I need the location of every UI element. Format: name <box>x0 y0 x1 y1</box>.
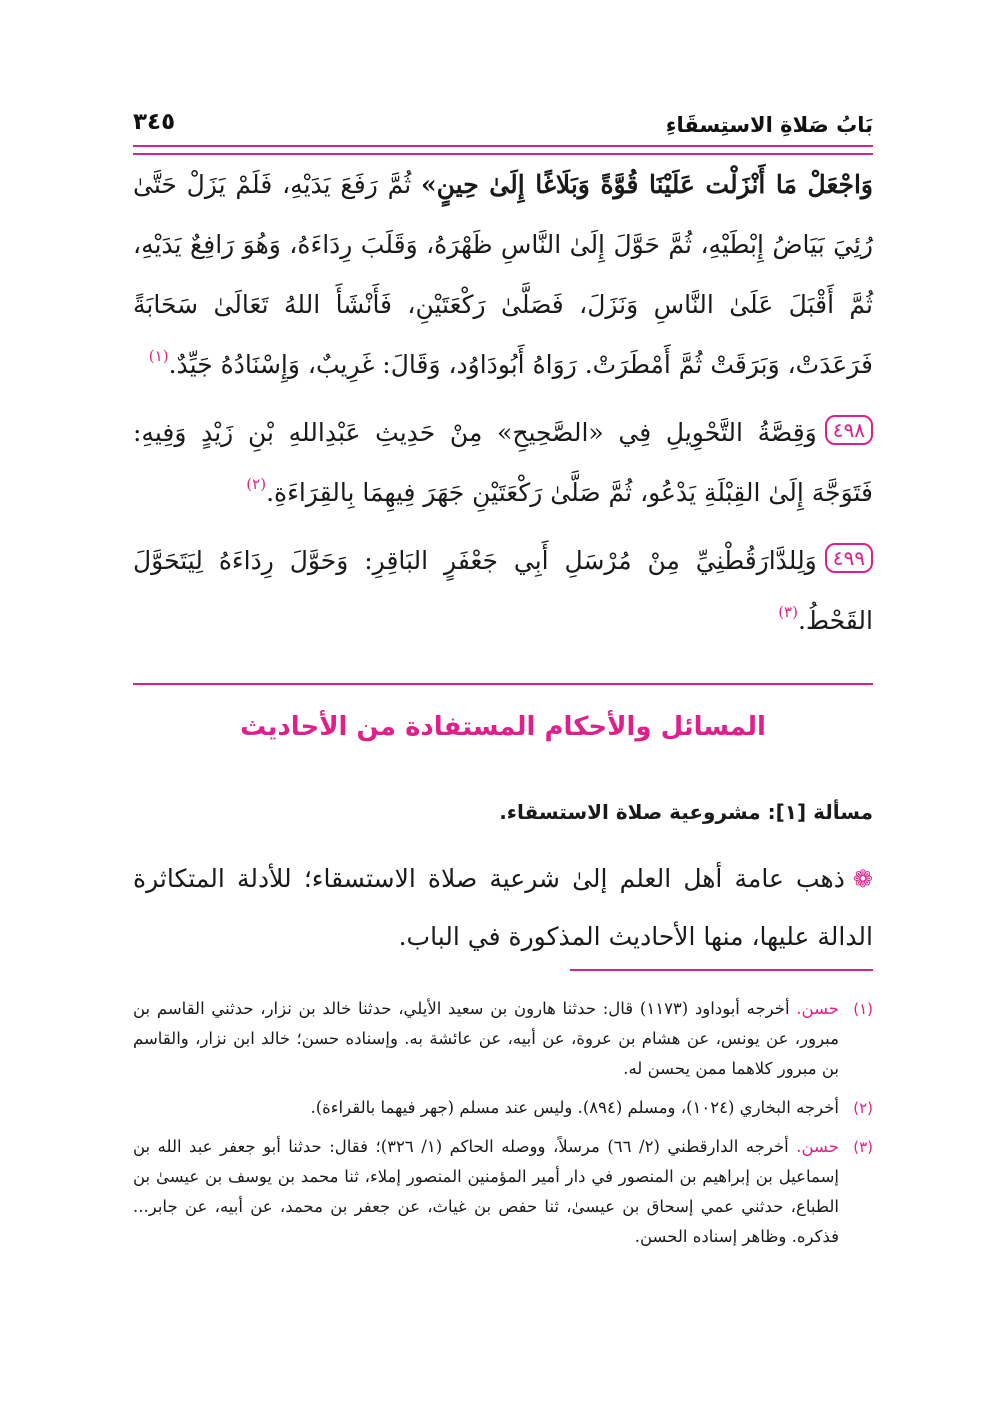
paragraph-text: وَلِلدَّارَقُطْنِيِّ مِنْ مُرْسَلِ أَبِي جَعْفَرٍ البَاقِرِ: وَحَوَّلَ رِدَاءَهُ لِيَتَحَوَّلَ القَحْطُ. <box>133 546 873 635</box>
issue-paragraph: ذهب عامة أهل العلم إلىٰ شرعية صلاة الاستسقاء؛ للأدلة المتكاثرة الدالة عليها، منها الأحاديث المذكورة في الباب. <box>133 864 873 951</box>
paragraph-text: ثُمَّ رَفَعَ يَدَيْهِ، فَلَمْ يَزَلْ حَتَّىٰ رُئِيَ بَيَاضُ إِبْطَيْهِ، ثُمَّ حَوَّلَ إِلَىٰ النَّاسِ ظَهْرَهُ، وَقَلَبَ رِدَاءَهُ، وَهُوَ رَافِعٌ يَدَيْهِ، ثُمَّ أَقْبَلَ عَلَىٰ النَّاسِ وَنَزَلَ، فَصَلَّىٰ رَكْعَتَيْنِ، فَأَنْشَأَ اللهُ تَعَالَىٰ سَحَابَةً فَرَعَدَتْ، وَبَرَقَتْ ثُمَّ أَمْطَرَتْ. رَوَاهُ أَبُودَاوُد، وَقَالَ: غَرِيبٌ، وَإِسْنَادُهُ جَيِّدٌ. <box>133 170 873 379</box>
book-page <box>133 0 873 1418</box>
chapter-title: بَابُ صَلاةِ الاستِسقَاءِ <box>665 113 873 137</box>
footnote-marker: (٢) <box>853 1099 873 1117</box>
header-divider <box>133 145 873 155</box>
paragraph-continuation <box>133 155 873 395</box>
footnote-item <box>133 994 873 1084</box>
page-number: ٣٤٥ <box>133 109 176 135</box>
footnote-ref[interactable]: (٢) <box>246 475 267 493</box>
footnotes <box>133 994 873 1261</box>
footnote-text: أخرجه البخاري (١٠٢٤)، ومسلم (٨٩٤). وليس عند مسلم (جهر فيهما بالقراءة). <box>310 1098 839 1117</box>
issue-label: مسألة [١]: <box>767 800 873 824</box>
footnote-marker: (٣) <box>853 1138 873 1156</box>
hadith-499 <box>133 531 873 651</box>
paragraph-text: وَقِصَّةُ التَّحْوِيلِ فِي «الصَّحِيحِ» مِنْ حَدِيثِ عَبْدِاللهِ بْنِ زَيْدٍ وَفِيهِ: فَتَوَجَّهَ إِلَىٰ القِبْلَةِ يَدْعُو، ثُمَّ صَلَّىٰ رَكْعَتَيْنِ جَهَرَ فِيهِمَا بِالقِرَاءَةِ. <box>133 418 873 507</box>
footnote-ref[interactable]: (١) <box>148 347 169 365</box>
footnote-grade: حسن. <box>796 1137 839 1156</box>
section-divider <box>133 683 873 685</box>
footnote-item <box>133 1132 873 1252</box>
section-title: المسائل والأحكام المستفادة من الأحاديث <box>240 712 766 742</box>
issue-heading <box>499 800 873 824</box>
page-header <box>133 105 873 145</box>
hadith-text <box>133 155 873 659</box>
footnote-ref[interactable]: (٣) <box>778 603 798 621</box>
issue-body <box>133 850 873 966</box>
footnote-item <box>133 1093 873 1123</box>
issue-title: مشروعية صلاة الاستسقاء. <box>499 800 761 824</box>
quoted-prayer: وَاجْعَلْ مَا أَنْزَلْت عَلَيْنَا قُوَّةً وَبَلَاغًا إِلَىٰ حِينٍ» <box>421 170 873 199</box>
hadith-number-badge: ٤٩٨ <box>825 415 873 445</box>
footnote-marker: (١) <box>853 1000 873 1018</box>
footnote-text: أخرجه الدارقطني (٢/ ٦٦) مرسلاً، ووصله الحاكم (١/ ٣٢٦)؛ فقال: حدثنا أبو جعفر عبد الله بن إسماعيل بن إبراهيم بن المنصور في دار أمير المؤمنين المنصور إملاء، ثنا محمد بن يوسف بن عيسىٰ بن الطباع، حدثني عمي إسحاق بن عيسىٰ، ثنا حفص بن غياث، عن جعفر بن محمد، عن أبيه، عن جابر... فذكره. وظاهر إسناده الحسن. <box>133 1137 839 1246</box>
flower-ornament-icon: ❁ <box>852 865 873 893</box>
hadith-498 <box>133 403 873 523</box>
hadith-number-badge: ٤٩٩ <box>825 543 873 573</box>
footnote-text: أخرجه أبوداود (١١٧٣) قال: حدثنا هارون بن سعيد الأيلي، حدثنا خالد بن نزار، حدثني القاسم بن مبرور، عن يونس، عن هشام بن عروة، عن أبيه، عن عائشة به. وإسناده حسن؛ خالد ابن نزار، والقاسم بن مبرور كلاهما ممن يحسن له. <box>133 999 839 1078</box>
footnote-grade: حسن. <box>796 999 839 1018</box>
footnote-divider <box>570 969 873 971</box>
